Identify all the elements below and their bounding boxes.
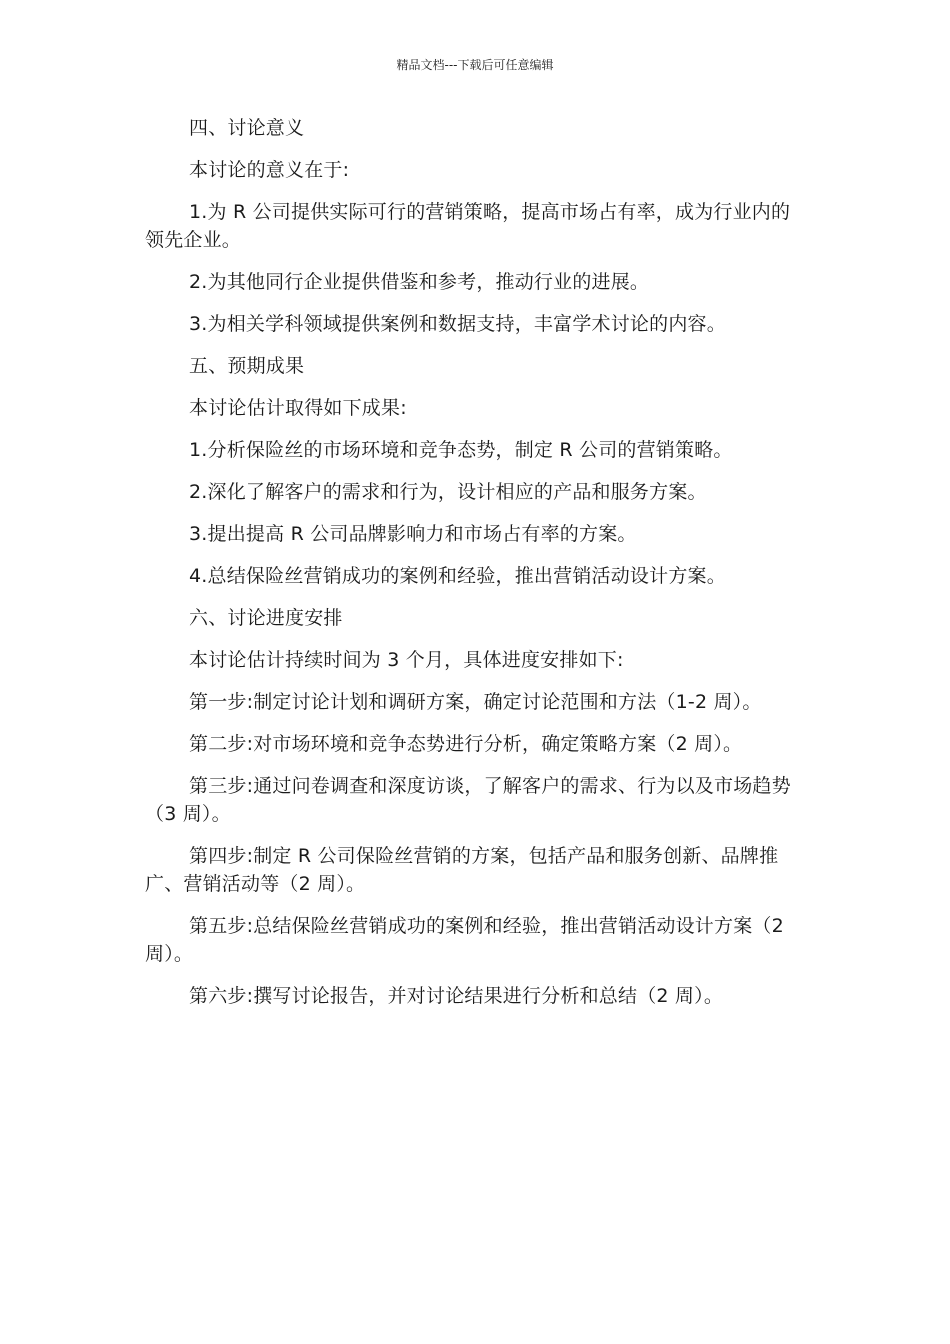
list-item: 2.为其他同行企业提供借鉴和参考，推动行业的进展。 <box>189 271 650 293</box>
schedule-step: 第一步:制定讨论计划和调研方案，确定讨论范围和方法（1-2 周）。 <box>189 691 762 713</box>
list-item: 4.总结保险丝营销成功的案例和经验，推出营销活动设计方案。 <box>189 565 726 587</box>
document-body <box>145 114 797 1024</box>
paragraph: 本讨论估计持续时间为 3 个月，具体进度安排如下: <box>189 649 624 671</box>
list-item: 1.为 R 公司提供实际可行的营销策略，提高市场占有率，成为行业内的领先企业。 <box>145 201 791 251</box>
list-item: 3.为相关学科领域提供案例和数据支持，丰富学术讨论的内容。 <box>189 313 726 335</box>
list-item: 3.提出提高 R 公司品牌影响力和市场占有率的方案。 <box>189 523 637 545</box>
section-heading-significance: 四、讨论意义 <box>189 117 305 139</box>
page-header: 精品文档---下载后可任意编辑 <box>396 58 554 72</box>
schedule-step: 第四步:制定 R 公司保险丝营销的方案，包括产品和服务创新、品牌推广、营销活动等（2 周）。 <box>145 845 779 895</box>
list-item: 1.分析保险丝的市场环境和竞争态势，制定 R 公司的营销策略。 <box>189 439 733 461</box>
schedule-step: 第二步:对市场环境和竞争态势进行分析，确定策略方案（2 周）。 <box>189 733 743 755</box>
schedule-step: 第六步:撰写讨论报告，并对讨论结果进行分析和总结（2 周）。 <box>189 985 724 1007</box>
section-heading-schedule: 六、讨论进度安排 <box>189 607 343 629</box>
schedule-step: 第五步:总结保险丝营销成功的案例和经验，推出营销活动设计方案（2 周）。 <box>145 915 784 965</box>
list-item: 2.深化了解客户的需求和行为，设计相应的产品和服务方案。 <box>189 481 707 503</box>
paragraph: 本讨论的意义在于: <box>189 159 350 181</box>
section-heading-expected-results: 五、预期成果 <box>189 355 305 377</box>
paragraph: 本讨论估计取得如下成果: <box>189 397 407 419</box>
schedule-step: 第三步:通过问卷调查和深度访谈，了解客户的需求、行为以及市场趋势（3 周）。 <box>145 775 791 825</box>
